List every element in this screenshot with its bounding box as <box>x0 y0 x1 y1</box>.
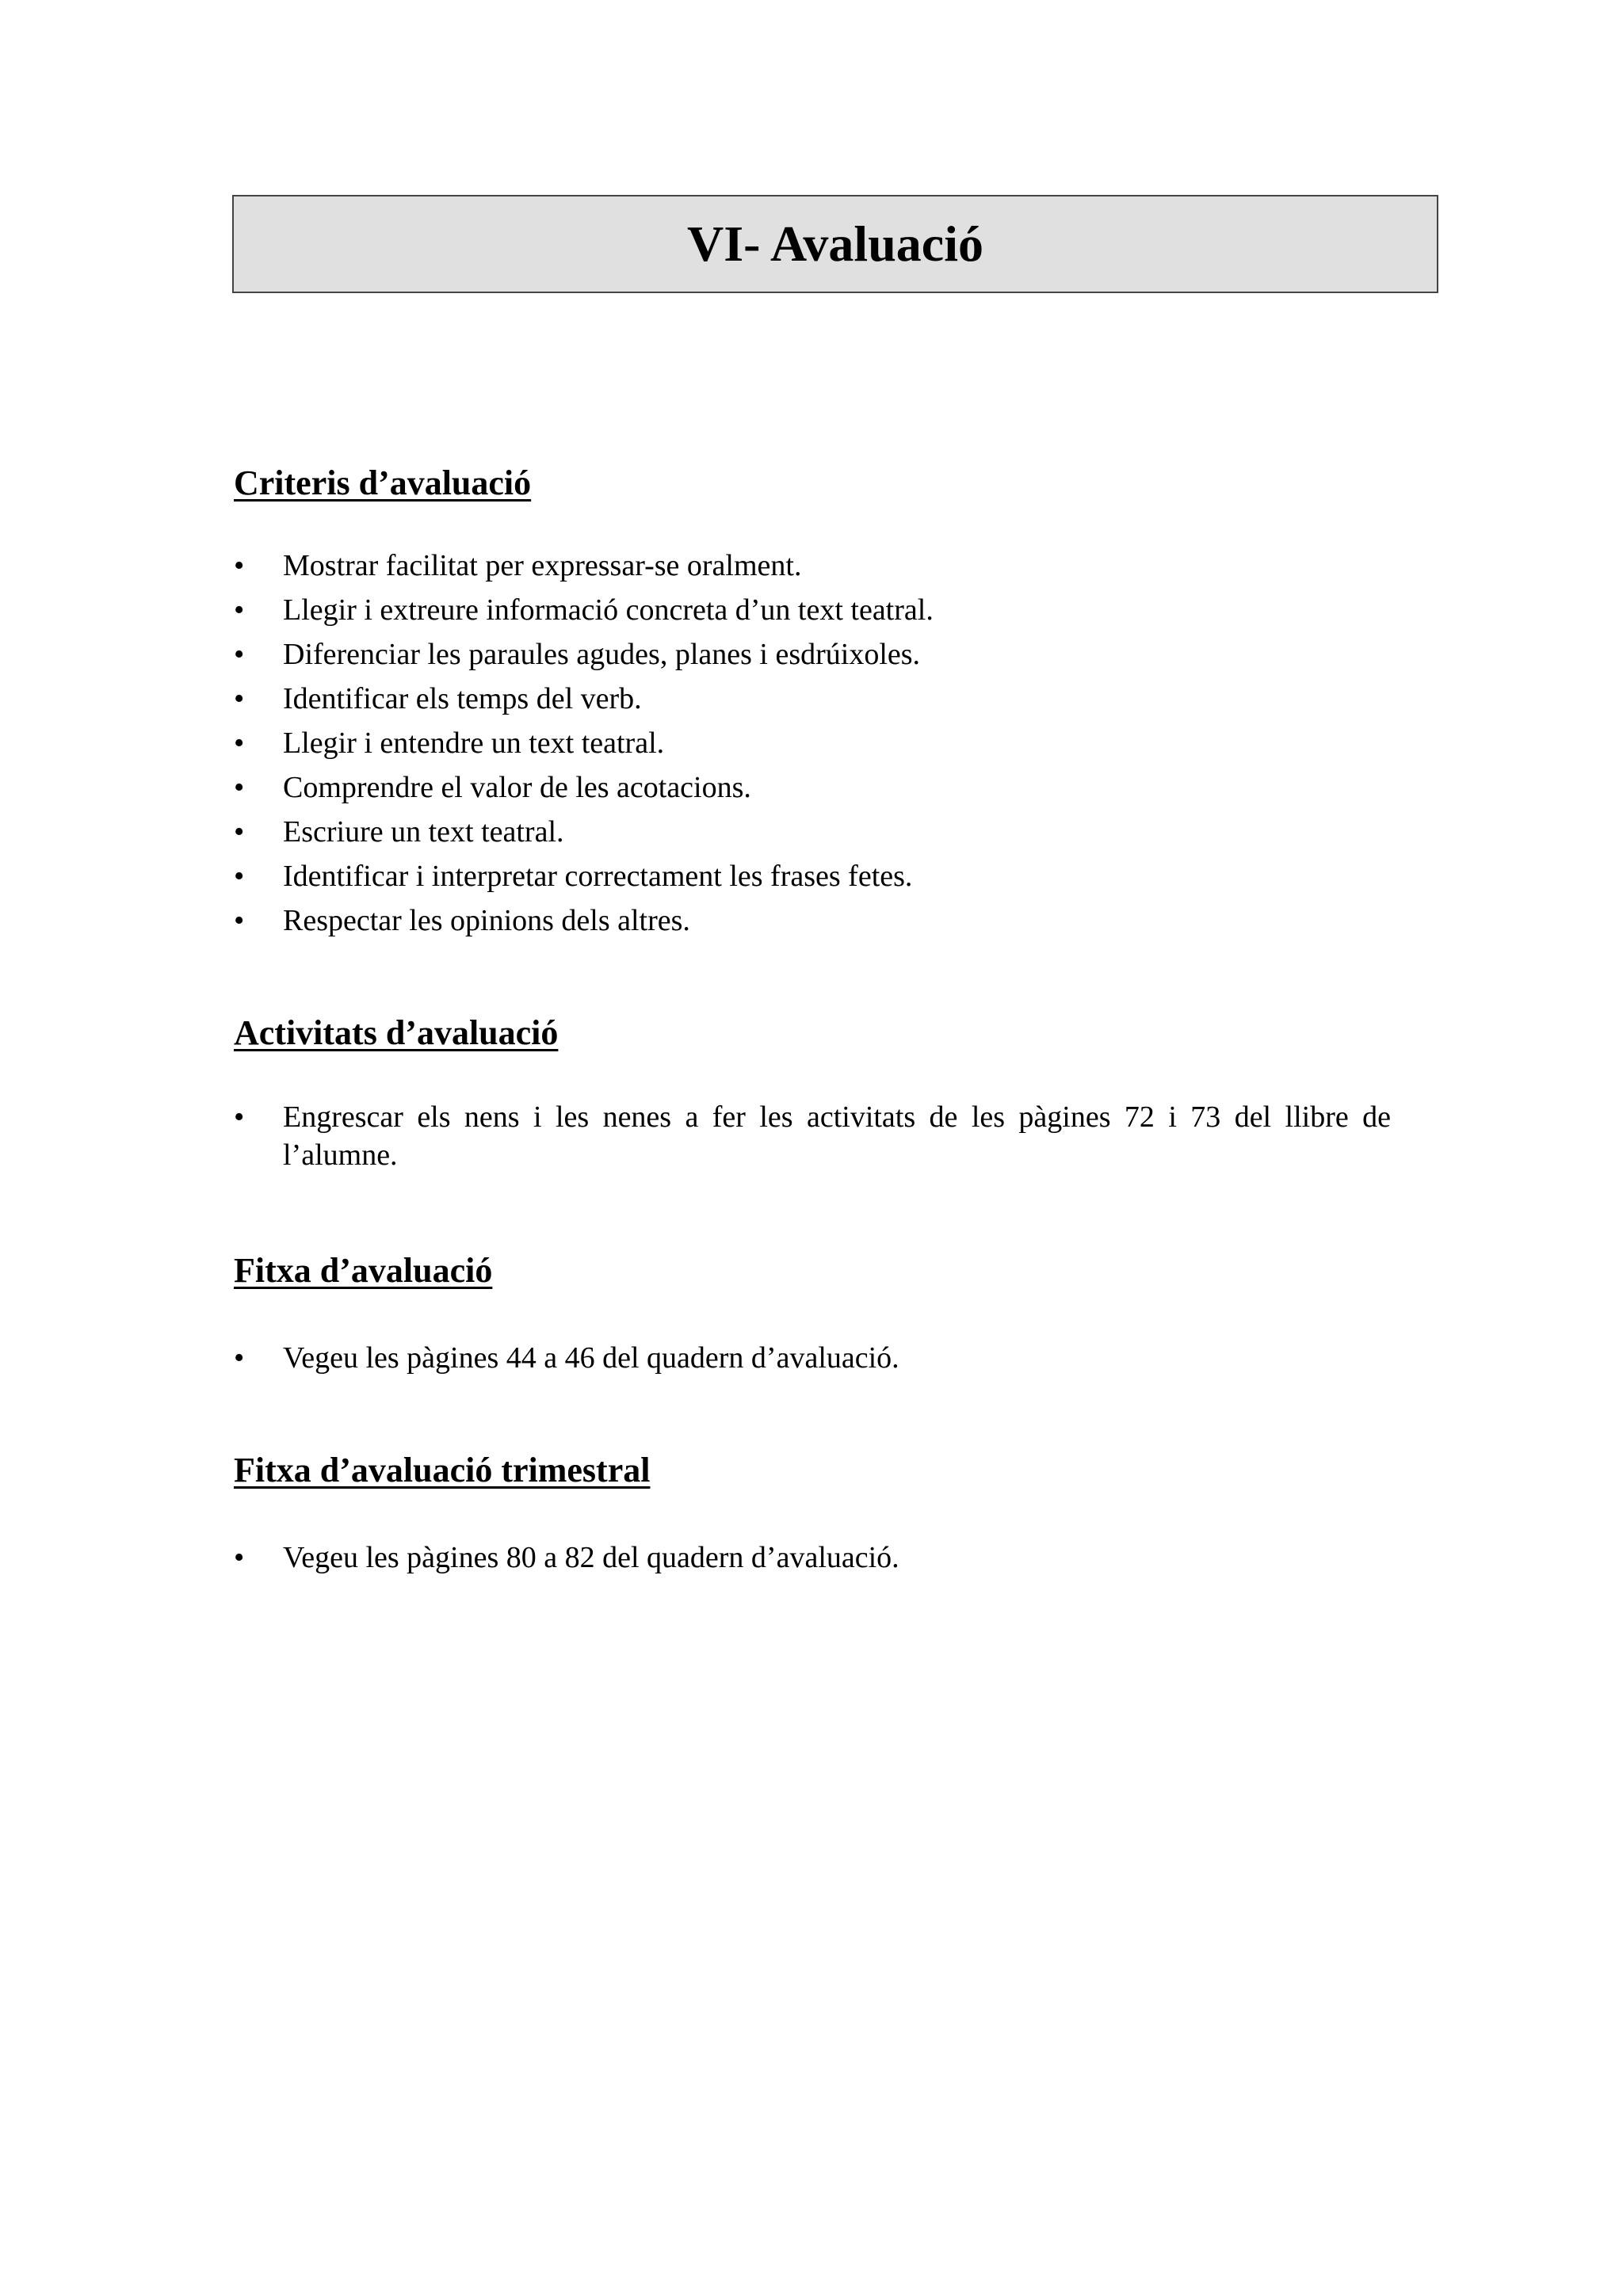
section-heading-fitxa-trimestral: Fitxa d’avaluació trimestral <box>234 1451 651 1489</box>
bullet-icon: • <box>234 860 245 893</box>
list-item <box>234 898 1399 943</box>
list-item-text: Escriure un text teatral. <box>283 815 564 849</box>
list-item <box>234 810 1399 854</box>
list-item <box>234 1535 1399 1580</box>
list-item <box>234 677 1399 721</box>
list-item <box>234 588 1399 632</box>
list-item-text: Comprendre el valor de les acotacions. <box>283 771 751 804</box>
list-item-text: Identificar els temps del verb. <box>283 682 642 715</box>
bullet-icon: • <box>234 549 245 582</box>
list-item <box>234 721 1399 765</box>
list-item <box>234 1098 1391 1174</box>
bullet-icon: • <box>234 771 245 804</box>
bullet-icon: • <box>234 682 245 715</box>
list-item-text: Diferenciar les paraules agudes, planes i esdrúixoles. <box>283 638 921 671</box>
list-item <box>234 632 1399 677</box>
list-item-text: Llegir i extreure informació concreta d’un text teatral. <box>283 593 934 627</box>
list-item <box>234 765 1399 810</box>
bullet-icon: • <box>234 815 245 849</box>
list-item-text: Mostrar facilitat per expressar-se oralment. <box>283 549 802 582</box>
fitxa-trimestral-list <box>234 1535 1399 1580</box>
bullet-icon: • <box>234 904 245 937</box>
list-item-text: Respectar les opinions dels altres. <box>283 904 690 937</box>
list-item <box>234 1336 1399 1380</box>
fitxa-list <box>234 1336 1399 1380</box>
section-heading-criteris: Criteris d’avaluació <box>234 463 532 502</box>
list-item-text: Vegeu les pàgines 44 a 46 del quadern d’avaluació. <box>283 1341 899 1375</box>
list-item-text: Engrescar els nens i les nenes a fer les activitats de les pàgines 72 i 73 del llibre de l’alumne. <box>283 1100 1391 1172</box>
section-heading-fitxa: Fitxa d’avaluació <box>234 1251 493 1290</box>
list-item <box>234 854 1399 898</box>
title-box <box>232 195 1438 293</box>
criteris-list <box>234 543 1399 943</box>
section-heading-activitats: Activitats d’avaluació <box>234 1013 559 1052</box>
list-item-text: Identificar i interpretar correctament les frases fetes. <box>283 860 913 893</box>
bullet-icon: • <box>234 1341 245 1375</box>
list-item-text: Llegir i entendre un text teatral. <box>283 727 665 760</box>
bullet-icon: • <box>234 593 245 627</box>
bullet-icon: • <box>234 638 245 671</box>
bullet-icon: • <box>234 727 245 760</box>
bullet-icon: • <box>234 1100 245 1134</box>
list-item-text: Vegeu les pàgines 80 a 82 del quadern d’avaluació. <box>283 1541 899 1574</box>
list-item <box>234 543 1399 588</box>
activitats-list <box>234 1098 1391 1174</box>
page-title: VI- Avaluació <box>687 215 983 272</box>
bullet-icon: • <box>234 1541 245 1574</box>
